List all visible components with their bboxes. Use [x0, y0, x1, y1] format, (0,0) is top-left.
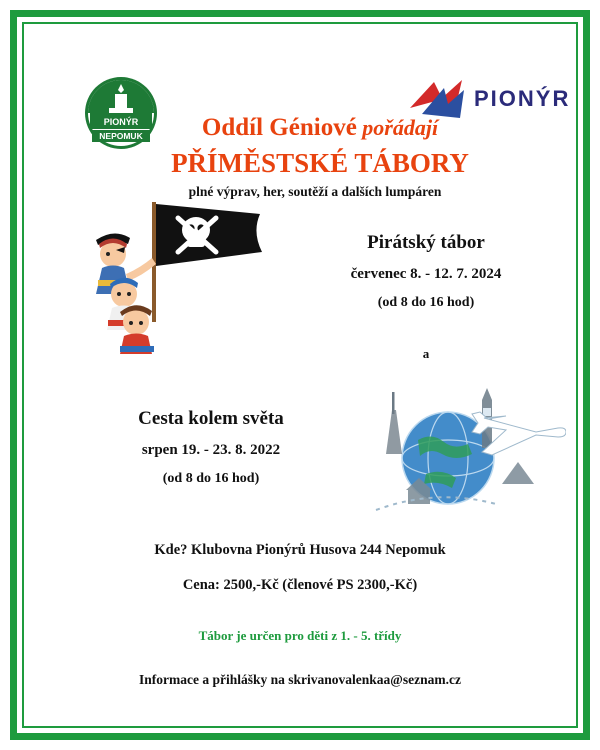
footer-place: Kde? Klubovna Pionýrů Husova 244 Nepomuk — [154, 542, 446, 558]
footer-price: Cena: 2500,-Kč (členové PS 2300,-Kč) — [182, 577, 418, 593]
camp-block-1 — [276, 232, 574, 311]
camp-1-dates: červenec 8. - 12. 7. 2024 — [350, 266, 502, 282]
camp-2-hours: (od 8 do 16 hod) — [162, 471, 260, 486]
logo-text-pionyr: PIONÝR — [103, 117, 139, 127]
footer-age-note: Tábor je určen pro děti z 1. - 5. třídy — [198, 628, 402, 643]
page-title-line2: PŘÍMĚSTSKÉ TÁBORY — [171, 148, 469, 178]
camp-2-dates: srpen 19. - 23. 8. 2022 — [141, 442, 281, 458]
page-title-bold: Oddíl Géniové — [201, 114, 357, 141]
camp-1-title: Pirátský tábor — [367, 232, 485, 253]
camp-1-hours: (od 8 do 16 hod) — [377, 295, 475, 310]
page-title-line1 — [26, 114, 574, 142]
page-subtitle: plné výprav, her, soutěží a dalších lumpáren — [188, 184, 442, 199]
camp-2-title: Cesta kolem světa — [138, 408, 284, 429]
camp-conjunction: a — [422, 346, 430, 361]
logo-text-nepomuk: NEPOMUK — [99, 131, 143, 141]
page-title-italic: pořádají — [356, 115, 439, 140]
camp-block-2 — [66, 408, 356, 487]
pirate-kids-icon — [74, 196, 274, 356]
globe-airplane-icon — [356, 374, 566, 524]
poster-content — [26, 26, 574, 724]
pirates-illustration — [74, 196, 274, 356]
travel-illustration — [356, 374, 566, 524]
pionyr-wordmark: PIONÝR — [474, 86, 571, 111]
footer-contact: Informace a přihlášky na skrivanovalenkaa@seznam.cz — [139, 672, 461, 687]
poster-footer — [26, 542, 574, 688]
